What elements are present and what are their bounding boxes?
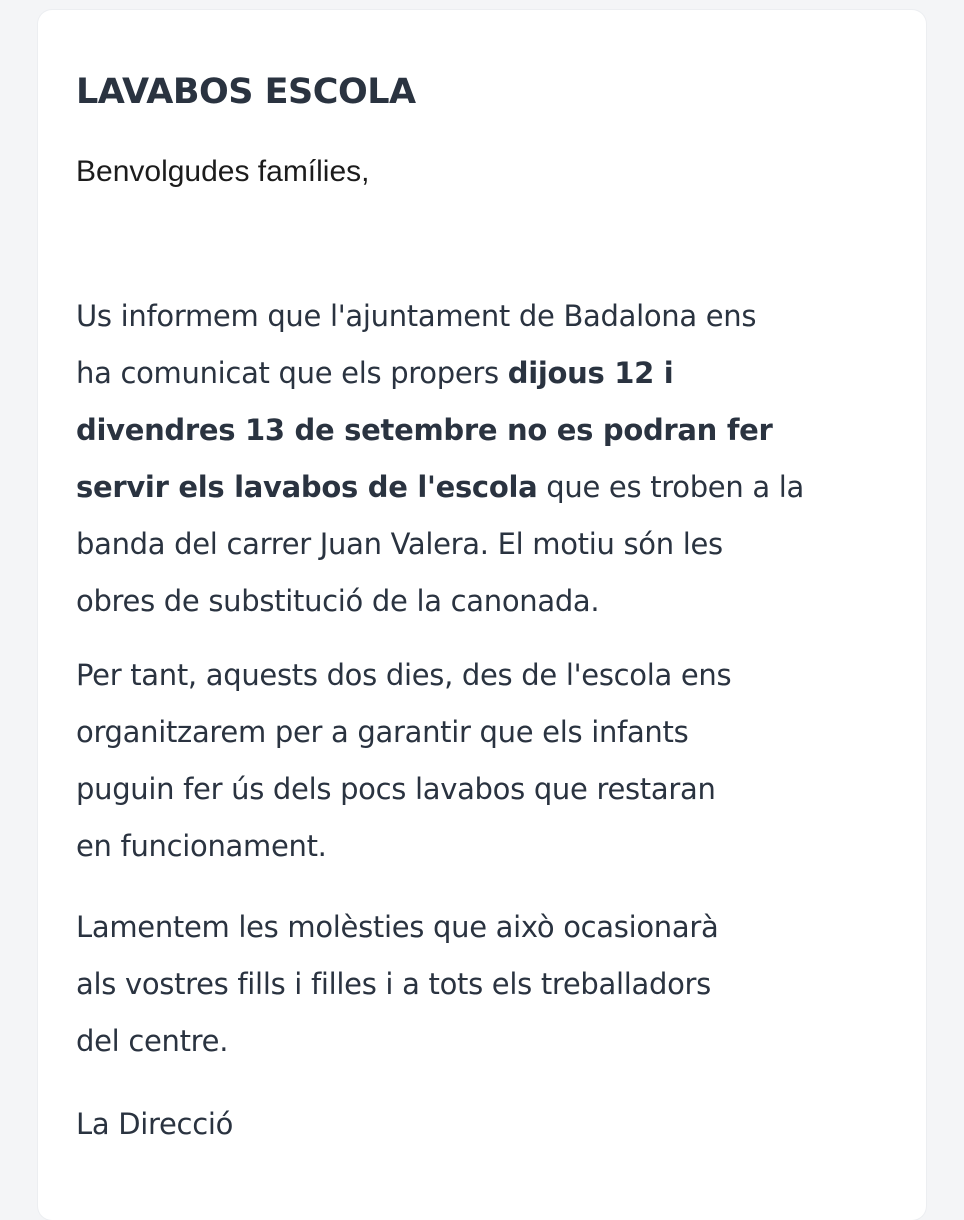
paragraph-line: del centre. [76,1024,229,1058]
notice-card [38,10,926,1220]
paragraph-line: Lamentem les molèsties que això ocasionarà [76,910,719,944]
paragraph-line: als vostres fills i filles i a tots els treballadors [76,967,711,1001]
paragraph-line: Per tant, aquests dos dies, des de l'escola ens [76,658,732,692]
paragraph-text: que es troben a la [537,470,804,504]
paragraph-line: banda del carrer Juan Valera. El motiu són les [76,527,723,561]
notice-paragraph-2 [76,647,896,875]
paragraph-line: obres de substitució de la canonada. [76,584,600,618]
paragraph-line: organitzarem per a garantir que els infants [76,715,689,749]
signature-text: La Direcció [76,1107,234,1141]
notice-title: LAVABOS ESCOLA [76,72,416,112]
notice-signature [76,1096,896,1153]
paragraph-line [76,402,896,459]
paragraph-line: puguin fer ús dels pocs lavabos que restaran [76,772,716,806]
highlighted-dates: servir els lavabos de l'escola [76,470,538,504]
paragraph-line [76,459,896,516]
highlighted-dates: dijous 12 i [507,356,674,390]
notice-greeting: Benvolgudes famílies, [76,155,370,188]
highlighted-dates: divendres 13 de setembre no es podran fer [76,413,773,447]
paragraph-text: ha comunicat que els propers [76,356,508,390]
notice-paragraph-3 [76,899,896,1070]
notice-paragraph-1 [76,288,896,630]
paragraph-line: en funcionament. [76,829,327,863]
paragraph-line [76,345,896,402]
paragraph-line: Us informem que l'ajuntament de Badalona ens [76,299,757,333]
